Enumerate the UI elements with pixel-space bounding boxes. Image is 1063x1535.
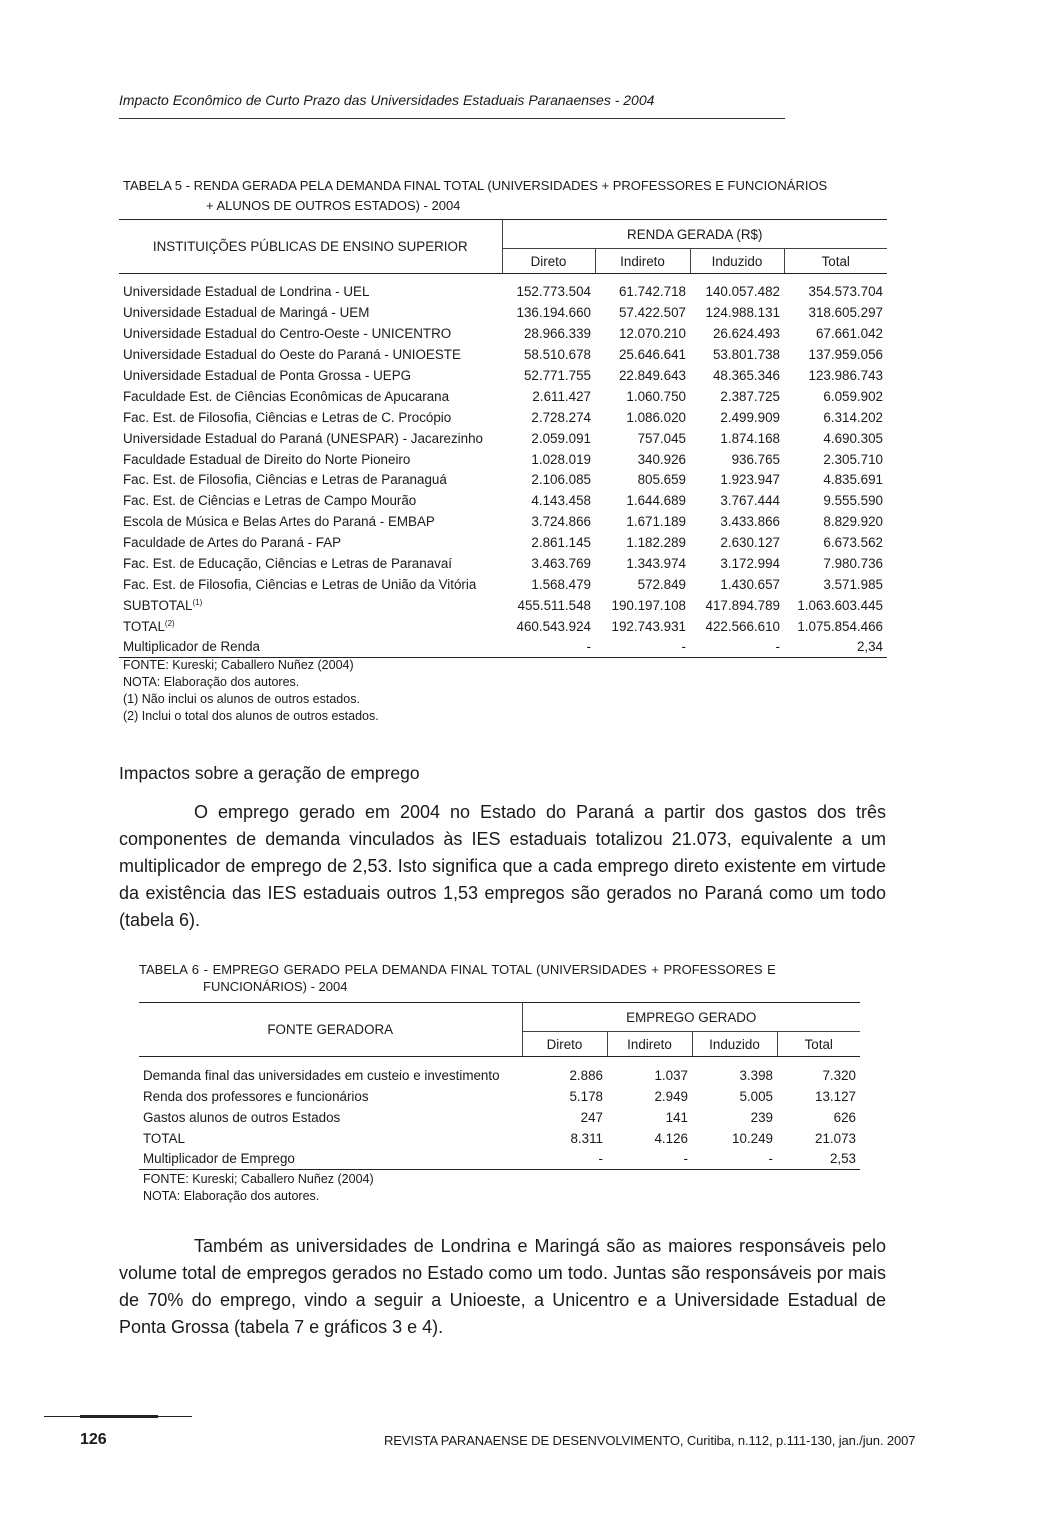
cell-induzido: 48.365.346 <box>712 368 780 383</box>
cell-direto: 1.568.479 <box>531 576 591 592</box>
cell-total: 67.661.042 <box>815 326 883 342</box>
cell-indireto: 12.070.210 <box>618 326 686 342</box>
row-label-text: TOTAL <box>143 1130 185 1146</box>
row-label-text: Faculdade de Artes do Paraná - FAP <box>123 535 342 551</box>
table-row <box>119 407 887 428</box>
table-row <box>119 511 887 532</box>
cell-direto: 460.543.924 <box>516 618 591 634</box>
row-label <box>119 428 502 449</box>
paragraph-2 <box>119 1233 886 1341</box>
table-row <box>139 1065 860 1086</box>
cell-total: 4.690.305 <box>823 430 883 446</box>
paragraph-2-text: Também as universidades de Londrina e Maringá são as maiores responsáveis pelo volume total de empregos gerados no Estado como um todo. Juntas são responsáveis por mais de 70% do emprego, vindo a seguir a Unioeste, a Unicentro e a Universidade Estadual de Ponta Grossa (tabela 7 e gráficos 3 e 4). <box>119 1236 886 1337</box>
row-label-text: TOTAL <box>123 618 165 634</box>
table-row <box>119 449 887 470</box>
row-label <box>139 1107 522 1128</box>
row-label-text: Universidade Estadual do Oeste do Paraná - UNIOESTE <box>123 347 461 363</box>
cell-induzido: 3.172.994 <box>720 556 780 572</box>
cell-indireto: 57.422.507 <box>618 305 686 321</box>
table5-notes <box>123 657 379 725</box>
row-label <box>119 449 502 470</box>
cell-direto: 2.861.145 <box>531 535 591 551</box>
row-label <box>119 365 502 386</box>
cell-direto: 2.611.427 <box>532 388 591 404</box>
cell-direto: 152.773.504 <box>516 284 591 300</box>
row-label <box>139 1128 522 1149</box>
row-label <box>119 407 502 428</box>
row-label <box>119 595 502 616</box>
table5-note-1: (1) Não inclui os alunos de outros estados. <box>123 692 360 706</box>
table5-head <box>119 220 887 274</box>
cell-total: 6.673.562 <box>823 535 883 551</box>
cell-indireto: 1.060.750 <box>626 388 686 404</box>
paragraph-1 <box>119 799 886 934</box>
cell-indireto: 757.045 <box>637 430 686 446</box>
cell-direto: 247 <box>580 1109 603 1125</box>
cell-indireto: 1.644.689 <box>626 493 686 509</box>
cell-direto: 52.771.755 <box>523 368 591 383</box>
cell-direto: 28.966.339 <box>523 326 591 342</box>
cell-indireto: - <box>595 637 690 658</box>
cell-induzido: 422.566.610 <box>705 618 780 634</box>
cell-total: 1.063.603.445 <box>797 597 883 613</box>
cell-total: 8.829.920 <box>823 514 883 530</box>
row-label <box>119 574 502 595</box>
cell-indireto: 572.849 <box>637 576 686 592</box>
cell-induzido: - <box>692 1149 777 1170</box>
cell-indireto: 190.197.108 <box>611 597 686 613</box>
cell-total: 2.305.710 <box>823 451 883 467</box>
table6-caption <box>139 961 860 995</box>
cell-direto: - <box>502 637 595 658</box>
cell-total: 4.835.691 <box>823 472 883 488</box>
cell-total: 123.986.743 <box>808 368 883 383</box>
table6-stub-header: FONTE GERADORA <box>139 1003 522 1057</box>
cell-total: 6.314.202 <box>823 409 883 425</box>
section-title: Impactos sobre a geração de emprego <box>119 763 420 783</box>
table-row <box>119 428 887 449</box>
cell-induzido: 3.398 <box>739 1067 773 1083</box>
row-label-text: Fac. Est. de Educação, Ciências e Letras de Paranavaí <box>123 556 452 572</box>
cell-total: 7.980.736 <box>823 556 883 572</box>
row-label <box>119 323 502 344</box>
cell-direto: 1.028.019 <box>531 451 591 467</box>
row-label-text: Faculdade Estadual de Direito do Norte Pioneiro <box>123 451 411 467</box>
table5-col-total: Total <box>784 249 887 274</box>
cell-direto: 2.106.085 <box>531 472 591 488</box>
cell-direto: 2.059.091 <box>531 430 591 446</box>
row-label-text: Universidade Estadual do Paraná (UNESPAR) - Jacarezinho <box>123 430 483 446</box>
cell-direto: 136.194.660 <box>516 305 591 321</box>
cell-induzido: 5.005 <box>739 1088 773 1104</box>
table-row <box>119 553 887 574</box>
paragraph-1-text: O emprego gerado em 2004 no Estado do Paraná a partir dos gastos dos três componentes de demanda vinculados às IES estaduais totalizou 21.073, equivalente a um multiplicador de emprego de 2,53. Isto significa que a cada emprego direto existente em virtude da existência das IES estaduais outros 1,53 empregos são gerados no Paraná como um todo (tabela 6). <box>119 802 886 930</box>
row-label-text: Fac. Est. de Ciências e Letras de Campo Mourão <box>123 493 417 509</box>
cell-induzido: 10.249 <box>732 1130 773 1146</box>
cell-total: 626 <box>833 1109 856 1125</box>
cell-induzido: 936.765 <box>731 451 780 467</box>
row-label <box>139 1086 522 1107</box>
row-label-text: Universidade Estadual de Londrina - UEL <box>123 284 370 300</box>
table5-stub-header: INSTITUIÇÕES PÚBLICAS DE ENSINO SUPERIOR <box>119 220 502 274</box>
table5-body <box>119 274 887 658</box>
table6-note-nota: NOTA: Elaboração dos autores. <box>143 1189 320 1203</box>
table-row <box>139 1107 860 1128</box>
table6-notes <box>143 1171 374 1205</box>
multiplier-row <box>139 1149 860 1170</box>
cell-total: 1.075.854.466 <box>797 618 883 634</box>
cell-indireto: 1.086.020 <box>626 409 686 425</box>
table6-col-indireto: Indireto <box>607 1032 692 1057</box>
total-row <box>139 1128 860 1149</box>
cell-direto: 3.724.866 <box>531 514 591 530</box>
table-row <box>119 323 887 344</box>
table5-col-direto: Direto <box>502 249 595 274</box>
cell-total: 7.320 <box>822 1067 856 1083</box>
row-label <box>119 553 502 574</box>
row-label <box>119 616 502 637</box>
table6-col-total: Total <box>777 1032 860 1057</box>
cell-total: 2,53 <box>777 1149 860 1170</box>
cell-indireto: 4.126 <box>654 1130 688 1146</box>
header-rule <box>119 118 785 119</box>
subtotal-row <box>119 595 887 616</box>
row-label <box>119 637 502 658</box>
cell-direto: 2.886 <box>569 1067 603 1083</box>
row-label <box>139 1149 522 1170</box>
table6-col-direto: Direto <box>522 1032 607 1057</box>
cell-induzido: 3.767.444 <box>720 493 780 509</box>
cell-induzido: 140.057.482 <box>705 284 780 300</box>
cell-induzido: 417.894.789 <box>705 597 780 613</box>
row-label <box>119 511 502 532</box>
cell-direto: 4.143.458 <box>531 493 591 509</box>
row-label-text: Universidade Estadual de Maringá - UEM <box>123 305 370 321</box>
cell-total: 13.127 <box>815 1088 856 1104</box>
row-label <box>119 470 502 491</box>
table6-head <box>139 1003 860 1057</box>
cell-induzido: 2.630.127 <box>720 535 780 551</box>
row-label <box>139 1065 522 1086</box>
total-row <box>119 616 887 637</box>
running-header: Impacto Econômico de Curto Prazo das Universidades Estaduais Paranaenses - 2004 <box>119 92 655 108</box>
row-label-text: Demanda final das universidades em custeio e investimento <box>143 1067 500 1083</box>
row-label <box>119 386 502 407</box>
cell-total: 318.605.297 <box>808 305 883 321</box>
cell-indireto: 25.646.641 <box>618 347 686 363</box>
cell-induzido: 1.430.657 <box>720 576 780 592</box>
cell-total: 21.073 <box>815 1130 856 1146</box>
table-row <box>139 1086 860 1107</box>
cell-total: 2,34 <box>784 637 887 658</box>
table5-col-indireto: Indireto <box>595 249 690 274</box>
cell-indireto: 2.949 <box>654 1088 688 1104</box>
row-label <box>119 532 502 553</box>
table6-caption-line2: FUNCIONÁRIOS) - 2004 <box>203 979 348 994</box>
footer-rule-accent <box>80 1415 158 1418</box>
row-label <box>119 490 502 511</box>
row-label-text: Multiplicador de Renda <box>123 639 260 655</box>
cell-induzido: 1.923.947 <box>720 472 780 488</box>
cell-indireto: 141 <box>665 1109 688 1125</box>
cell-direto: 58.510.678 <box>523 347 591 363</box>
cell-total: 354.573.704 <box>808 284 883 300</box>
row-label-text: SUBTOTAL <box>123 597 193 613</box>
cell-induzido: 1.874.168 <box>720 430 780 446</box>
table-row <box>119 532 887 553</box>
cell-induzido: 26.624.493 <box>712 326 780 342</box>
cell-direto: 455.511.548 <box>517 597 591 613</box>
cell-total: 9.555.590 <box>823 493 883 509</box>
row-label <box>119 282 502 303</box>
table5-caption-line1: TABELA 5 - RENDA GERADA PELA DEMANDA FINAL TOTAL (UNIVERSIDADES + PROFESSORES E FUNCIONÁRIOS <box>123 178 828 193</box>
table6-note-source: FONTE: Kureski; Caballero Nuñez (2004) <box>143 1172 374 1186</box>
table-row <box>119 302 887 323</box>
row-label <box>119 344 502 365</box>
row-label-text: Multiplicador de Emprego <box>143 1151 295 1167</box>
cell-induzido: 239 <box>750 1109 773 1125</box>
cell-indireto: 1.182.289 <box>626 535 686 551</box>
footnote-marker: (2) <box>164 618 175 628</box>
table5-caption-line2: + ALUNOS DE OUTROS ESTADOS) - 2004 <box>206 198 461 213</box>
table-row <box>119 470 887 491</box>
table5-note-nota: NOTA: Elaboração dos autores. <box>123 675 300 689</box>
table-row <box>119 365 887 386</box>
row-label-text: Fac. Est. de Filosofia, Ciências e Letras de Paranaguá <box>123 472 447 488</box>
row-label-text: Fac. Est. de Filosofia, Ciências e Letras de União da Vitória <box>123 576 477 592</box>
table5-note-source: FONTE: Kureski; Caballero Nuñez (2004) <box>123 658 354 672</box>
cell-induzido: 124.988.131 <box>705 305 780 321</box>
table-row <box>119 574 887 595</box>
row-label-text: Escola de Música e Belas Artes do Paraná - EMBAP <box>123 514 435 530</box>
table6-col-induzido: Induzido <box>692 1032 777 1057</box>
row-label-text: Universidade Estadual do Centro-Oeste - UNICENTRO <box>123 326 452 342</box>
cell-indireto: 1.037 <box>654 1067 688 1083</box>
cell-indireto: 192.743.931 <box>611 618 686 634</box>
table6-caption-line1: TABELA 6 - EMPREGO GERADO PELA DEMANDA FINAL TOTAL (UNIVERSIDADES + PROFESSORES E <box>139 962 776 977</box>
cell-indireto: 61.742.718 <box>618 284 686 300</box>
table5-caption <box>123 176 827 216</box>
row-label <box>119 302 502 323</box>
cell-direto: 3.463.769 <box>531 556 591 572</box>
cell-induzido: - <box>690 637 784 658</box>
cell-indireto: 1.671.189 <box>626 514 686 530</box>
cell-indireto: 805.659 <box>637 472 686 488</box>
cell-induzido: 53.801.738 <box>712 347 780 363</box>
cell-total: 6.059.902 <box>823 388 883 404</box>
cell-indireto: 22.849.643 <box>618 368 686 383</box>
table5 <box>119 219 887 658</box>
table5-col-induzido: Induzido <box>690 249 784 274</box>
cell-indireto: 340.926 <box>637 451 686 467</box>
table-row <box>119 344 887 365</box>
table5-group-header: RENDA GERADA (R$) <box>502 220 887 249</box>
cell-direto: 5.178 <box>569 1088 603 1104</box>
table6 <box>139 1002 860 1170</box>
row-label-text: Universidade Estadual de Ponta Grossa - UEPG <box>123 368 412 383</box>
row-label-text: Fac. Est. de Filosofia, Ciências e Letras de C. Procópio <box>123 409 452 425</box>
footnote-marker: (1) <box>192 597 203 607</box>
row-label-text: Renda dos professores e funcionários <box>143 1088 369 1104</box>
row-label-text: Gastos alunos de outros Estados <box>143 1109 341 1125</box>
table-row <box>119 490 887 511</box>
cell-direto: 2.728.274 <box>531 409 591 425</box>
cell-induzido: 3.433.866 <box>720 514 780 530</box>
cell-total: 137.959.056 <box>808 347 883 363</box>
table6-body <box>139 1057 860 1170</box>
cell-induzido: 2.499.909 <box>720 409 780 425</box>
journal-reference: REVISTA PARANAENSE DE DESENVOLVIMENTO, Curitiba, n.112, p.111-130, jan./jun. 2007 <box>384 1433 916 1448</box>
table-row <box>119 386 887 407</box>
table-row <box>119 282 887 303</box>
cell-direto: 8.311 <box>570 1130 603 1146</box>
table6-group-header: EMPREGO GERADO <box>522 1003 860 1032</box>
cell-direto: - <box>522 1149 607 1170</box>
cell-total: 3.571.985 <box>823 576 883 592</box>
cell-indireto: 1.343.974 <box>626 556 686 572</box>
table5-note-2: (2) Inclui o total dos alunos de outros estados. <box>123 709 379 723</box>
cell-indireto: - <box>607 1149 692 1170</box>
row-label-text: Faculdade Est. de Ciências Econômicas de Apucarana <box>123 388 450 404</box>
cell-induzido: 2.387.725 <box>720 388 780 404</box>
page-number: 126 <box>80 1431 107 1448</box>
multiplier-row <box>119 637 887 658</box>
